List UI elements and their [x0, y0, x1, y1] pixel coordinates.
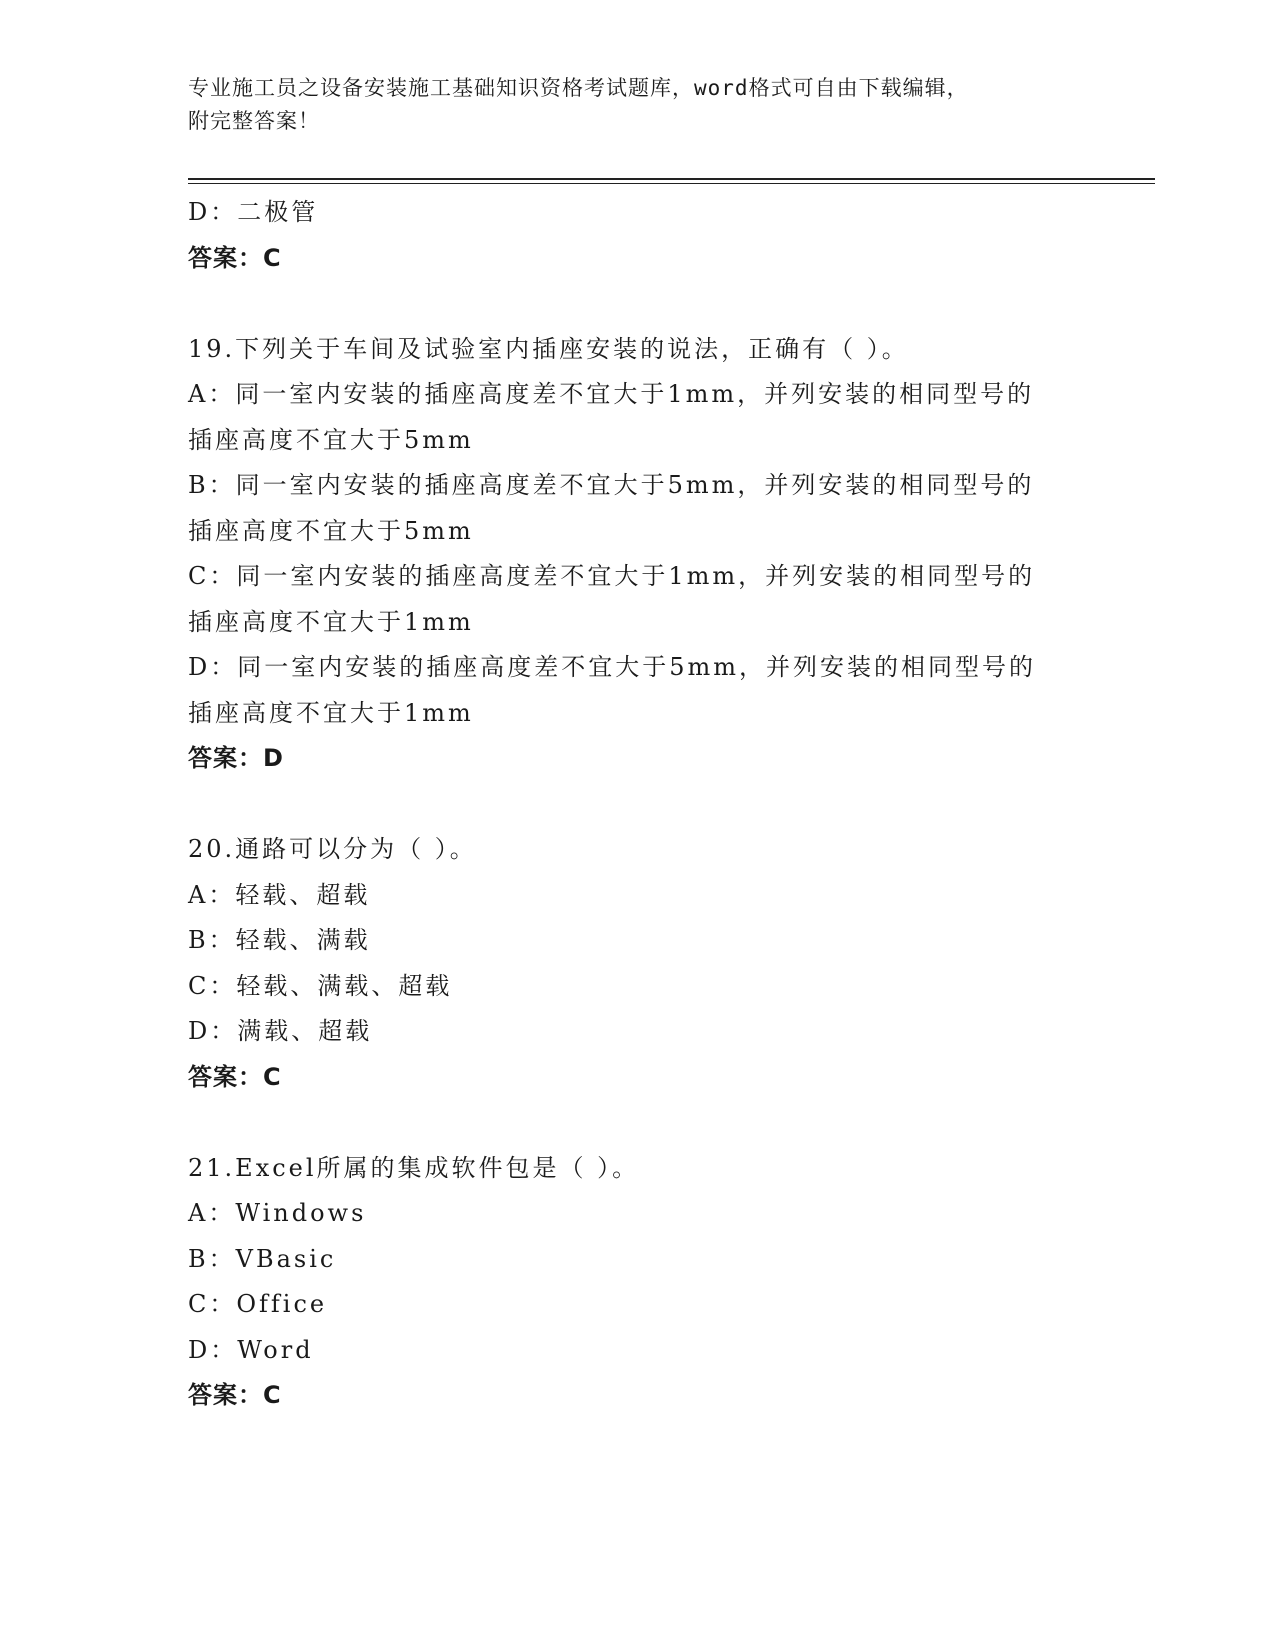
option-d-continued: 插座高度不宜大于1mm [188, 698, 474, 727]
option-d: D：满载、超载 [188, 1017, 373, 1045]
question-21 [188, 1146, 1088, 1419]
option-b: B：同一室内安装的插座高度差不宜大于5mm，并列安装的相同型号的 [188, 471, 1035, 499]
answer-line: 答案：C [188, 243, 282, 272]
previous-question-tail [188, 190, 1088, 281]
option-b: B：轻载、满载 [188, 926, 371, 954]
header-divider-thin [188, 183, 1155, 184]
option-d: D：同一室内安装的插座高度差不宜大于5mm，并列安装的相同型号的 [188, 653, 1037, 681]
option-c: C：轻载、满载、超载 [188, 971, 453, 1000]
option-c: C：Office [188, 1290, 328, 1318]
option-b-continued: 插座高度不宜大于5mm [188, 516, 474, 545]
question-19 [188, 327, 1088, 782]
question-list [188, 190, 1088, 1419]
spacer [188, 281, 1088, 327]
option-d: D：二极管 [188, 198, 319, 226]
option-c: C：同一室内安装的插座高度差不宜大于1mm，并列安装的相同型号的 [188, 562, 1036, 590]
option-c-continued: 插座高度不宜大于1mm [188, 607, 474, 636]
header-line-1: 专业施工员之设备安装施工基础知识资格考试题库，word格式可自由下载编辑， [188, 76, 969, 100]
spacer [188, 1100, 1088, 1146]
question-stem: 19.下列关于车间及试验室内插座安装的说法，正确有（ ）。 [188, 334, 909, 363]
option-a: A：轻载、超载 [188, 880, 371, 909]
option-a: A：Windows [188, 1199, 367, 1227]
answer-line: 答案：D [188, 744, 284, 772]
option-b: B：VBasic [188, 1244, 337, 1273]
option-a-continued: 插座高度不宜大于5mm [188, 425, 474, 454]
answer-line: 答案：C [188, 1062, 282, 1091]
document-header [188, 72, 1068, 138]
spacer [188, 782, 1088, 828]
answer-line: 答案：C [188, 1381, 282, 1409]
question-stem: 20.通路可以分为（ ）。 [188, 835, 477, 863]
option-d: D：Word [188, 1335, 314, 1364]
question-stem: 21.Excel所属的集成软件包是（ ）。 [188, 1153, 640, 1182]
question-20 [188, 827, 1088, 1100]
header-divider-thick [188, 178, 1155, 180]
header-line-2: 附完整答案！ [188, 109, 320, 133]
option-a: A：同一室内安装的插座高度差不宜大于1mm，并列安装的相同型号的 [188, 380, 1035, 408]
